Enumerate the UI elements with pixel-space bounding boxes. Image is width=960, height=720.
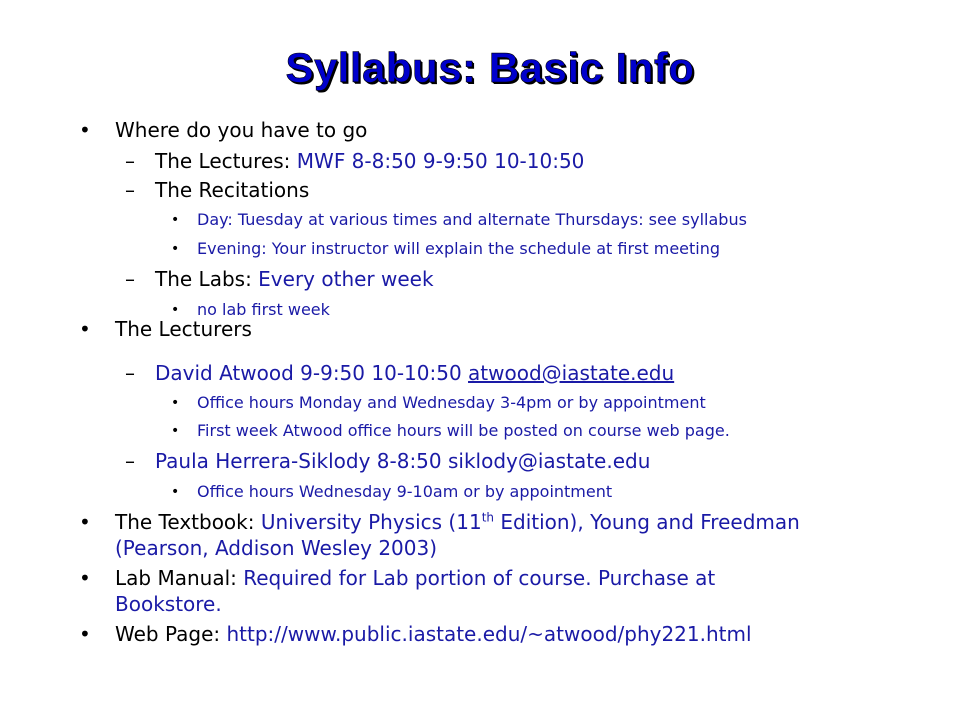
bullet-marker: • (79, 622, 91, 646)
bullet-marker: • (79, 566, 91, 590)
lab-manual-continued: Bookstore. (115, 592, 222, 616)
bullet-marker: • (79, 510, 91, 534)
textbook-item (115, 509, 800, 535)
textbook-publisher: (Pearson, Addison Wesley 2003) (115, 536, 438, 560)
lab-manual-text: Required for Lab portion of course. Purchase at (243, 566, 716, 590)
lectures-label: The Lectures: (155, 149, 297, 173)
textbook-label: The Textbook: (115, 510, 261, 534)
labs-label: The Labs: (155, 267, 259, 291)
web-page-label: Web Page: (115, 622, 227, 646)
textbook-edition: Edition), Young and Freedman (494, 510, 800, 534)
web-page-url[interactable]: http://www.public.iastate.edu/~atwood/phy221.html (226, 622, 752, 646)
atwood-email-link[interactable]: atwood@iastate.edu (468, 361, 675, 385)
atwood-schedule: David Atwood 9-9:50 10-10:50 (155, 361, 469, 385)
lecturers-heading: The Lecturers (115, 317, 252, 341)
where-heading: Where do you have to go (115, 118, 368, 142)
bullet-marker: • (171, 484, 180, 500)
web-page-item (115, 621, 752, 647)
recitation-evening: Evening: Your instructor will explain the schedule at first meeting (197, 239, 721, 258)
lab-manual-label: Lab Manual: (115, 566, 244, 590)
no-lab-note: no lab first week (197, 300, 330, 319)
dash-marker: – (125, 267, 135, 291)
slide-title: Syllabus: Basic Info (285, 44, 695, 91)
herrera-office-hours: Office hours Wednesday 9-10am or by appointment (197, 482, 613, 501)
atwood-office-hours: Office hours Monday and Wednesday 3-4pm or by appointment (197, 393, 706, 412)
dash-marker: – (125, 449, 135, 473)
bullet-marker: • (79, 317, 91, 341)
bullet-marker: • (171, 241, 180, 257)
textbook-title: University Physics (11 (260, 510, 482, 534)
lab-manual-item (115, 565, 715, 591)
recitations-item: The Recitations (155, 178, 310, 202)
lectures-times: MWF 8-8:50 9-9:50 10-10:50 (296, 149, 585, 173)
dash-marker: – (125, 178, 135, 202)
labs-value: Every other week (258, 267, 434, 291)
herrera-item: Paula Herrera-Siklody 8-8:50 siklody@iastate.edu (155, 449, 651, 473)
dash-marker: – (125, 361, 135, 385)
bullet-marker: • (171, 212, 180, 228)
dash-marker: – (125, 149, 135, 173)
labs-item (155, 266, 434, 292)
bullet-marker: • (171, 302, 180, 318)
bullet-marker: • (79, 118, 91, 142)
atwood-item (155, 360, 674, 386)
bullet-marker: • (171, 423, 180, 439)
lectures-item (155, 148, 584, 174)
textbook-superscript: th (481, 510, 494, 525)
bullet-marker: • (171, 395, 180, 411)
recitation-day: Day: Tuesday at various times and alternate Thursdays: see syllabus (197, 210, 747, 229)
atwood-first-week: First week Atwood office hours will be posted on course web page. (197, 421, 730, 440)
